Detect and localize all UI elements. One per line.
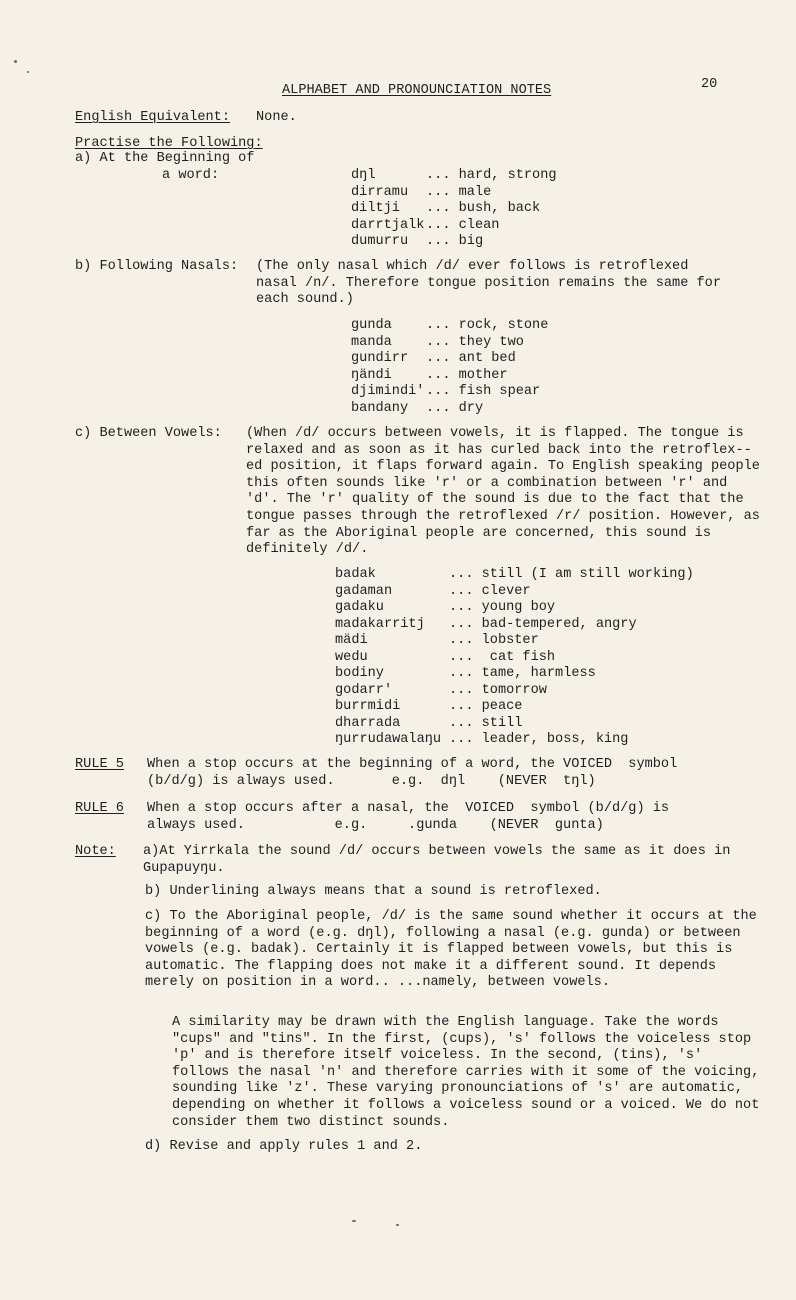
word: manda: [351, 334, 392, 350]
section-a-word-list: [351, 168, 557, 251]
section-b-word-list: [351, 318, 548, 417]
note-c: c) To the Aboriginal people, /d/ is the same sound whether it occurs at the beginning of a word (e.g. dŋl), following a nasal (e.g. gunda) or between vowels (e.g. badak). Certainly it is flapped between vowels, but this is automatic. The flapping does not make it a different sound. It depends merely on position in a word.. ...namely, between vowels.: [145, 909, 757, 991]
word: mädi: [335, 633, 368, 648]
list-item: [351, 351, 548, 368]
list-item: [351, 218, 557, 235]
word: badak: [335, 567, 376, 582]
paper-speck: [27, 71, 29, 73]
word: dharrada: [335, 715, 401, 731]
gloss: ... they two: [426, 334, 524, 350]
list-item: [335, 567, 694, 584]
section-b-label: b) Following Nasals:: [75, 259, 239, 274]
gloss: ... still: [449, 715, 523, 731]
list-item: [351, 384, 548, 401]
gloss: ... leader, boss, king: [449, 732, 629, 747]
gloss: ... dry: [426, 400, 484, 416]
paper-speck: [352, 1220, 356, 1222]
paper-speck: [14, 60, 17, 63]
section-a-label: a) At the Beginning of: [75, 151, 255, 166]
rule-5-text: When a stop occurs at the beginning of a word, the VOICED symbol: [147, 757, 678, 772]
list-item: [351, 318, 548, 335]
page-number: 20: [701, 77, 718, 92]
english-equivalent-value: None.: [256, 110, 297, 125]
list-item: [335, 584, 694, 601]
word: darrtjalk: [351, 217, 425, 233]
list-item: [351, 168, 557, 185]
gloss: ... hard, strong: [426, 168, 557, 183]
word: ŋurrudawalaŋu: [335, 732, 442, 747]
gloss: ... still (I am still working): [449, 567, 694, 582]
gloss: ... bush, back: [426, 201, 541, 216]
gloss: ... fish spear: [426, 384, 541, 399]
gloss: ... peace: [449, 699, 523, 714]
word: gundirr: [351, 351, 409, 366]
gloss: ... clean: [426, 217, 500, 233]
practise-heading: Practise the Following:: [75, 136, 263, 151]
word: godarr': [335, 682, 393, 698]
section-a-label-cont: a word:: [162, 168, 220, 183]
gloss: ... clever: [449, 583, 531, 599]
rule-6-text-cont: always used. e.g. .gunda (NEVER gunta): [147, 818, 604, 833]
list-item: [335, 600, 694, 617]
paper-speck: [396, 1224, 399, 1226]
word: dirramu: [351, 184, 409, 200]
word: madakarritj: [335, 616, 425, 632]
list-item: [351, 185, 557, 202]
word: gunda: [351, 318, 392, 333]
list-item: [351, 234, 557, 251]
list-item: [335, 716, 694, 733]
word: dŋl: [351, 168, 376, 183]
word: diltji: [351, 201, 400, 216]
word: dumurru: [351, 234, 409, 249]
word: bandany: [351, 400, 409, 416]
list-item: [335, 683, 694, 700]
note-b: b) Underlining always means that a sound is retroflexed.: [145, 884, 602, 899]
section-c-word-list: [335, 567, 694, 749]
note-c-extra: A similarity may be drawn with the English language. Take the words "cups" and "tins". In the first, (cups), 's' follows the voiceless stop 'p' and is therefore itself voiceless. In the second, (tins), 's' follows the nasal 'n' and therefore carries with it some of the voicing, sounding like 'z'. These varying pronounciations of 's' are automatic, depending on whether it follows a voiceless sound or a voiced. We do not consider them two distinct sounds.: [172, 1015, 760, 1130]
list-item: [335, 732, 694, 749]
rule-6-label: RULE 6: [75, 801, 124, 816]
word: bodiny: [335, 666, 384, 681]
note-label: Note:: [75, 844, 116, 859]
gloss: ... young boy: [449, 600, 556, 615]
page-title: ALPHABET AND PRONOUNCIATION NOTES: [282, 83, 552, 98]
gloss: ... bad-tempered, angry: [449, 616, 637, 632]
word: gadaman: [335, 583, 393, 599]
list-item: [335, 699, 694, 716]
rule-6-text: When a stop occurs after a nasal, the VOICED symbol (b/d/g) is: [147, 801, 670, 816]
note-d: d) Revise and apply rules 1 and 2.: [145, 1139, 423, 1154]
gloss: ... ant bed: [426, 351, 516, 366]
list-item: [351, 335, 548, 352]
list-item: [335, 666, 694, 683]
list-item: [335, 650, 694, 667]
section-b-text: (The only nasal which /d/ ever follows is retroflexed nasal /n/. Therefore tongue position remains the same for each sound.): [256, 259, 721, 308]
gloss: ... male: [426, 184, 492, 200]
note-a: a)At Yirrkala the sound /d/ occurs between vowels the same as it does in Gupapuyŋu.: [143, 844, 731, 876]
list-item: [335, 617, 694, 634]
gloss: ... rock, stone: [426, 318, 549, 333]
rule-5-text-cont: (b/d/g) is always used. e.g. dŋl (NEVER tŋl): [147, 774, 596, 789]
list-item: [351, 368, 548, 385]
word: wedu: [335, 649, 368, 665]
section-c-label: c) Between Vowels:: [75, 426, 222, 441]
word: djimindi': [351, 384, 425, 399]
list-item: [351, 201, 557, 218]
gloss: ... big: [426, 234, 484, 249]
section-c-text: (When /d/ occurs between vowels, it is flapped. The tongue is relaxed and as soon as it has curled back into the retroflex--ed position, it flaps forward again. To English speaking people this often sounds like 'r' or a combination between 'r' and 'd'. The 'r' quality of the sound is due to the fact that the tongue passes through the retroflexed /r/ position. However, as far as the Aboriginal people are concerned, this sound is definitely /d/.: [246, 426, 760, 558]
gloss: ... mother: [426, 367, 508, 383]
rule-5-label: RULE 5: [75, 757, 124, 772]
gloss: ... cat fish: [449, 649, 556, 665]
list-item: [351, 401, 548, 418]
word: burrmidi: [335, 699, 401, 714]
gloss: ... tomorrow: [449, 682, 547, 698]
word: gadaku: [335, 600, 384, 615]
list-item: [335, 633, 694, 650]
gloss: ... tame, harmless: [449, 666, 596, 681]
word: ŋändi: [351, 367, 392, 383]
gloss: ... lobster: [449, 633, 539, 648]
english-equivalent-label: English Equivalent:: [75, 110, 230, 125]
